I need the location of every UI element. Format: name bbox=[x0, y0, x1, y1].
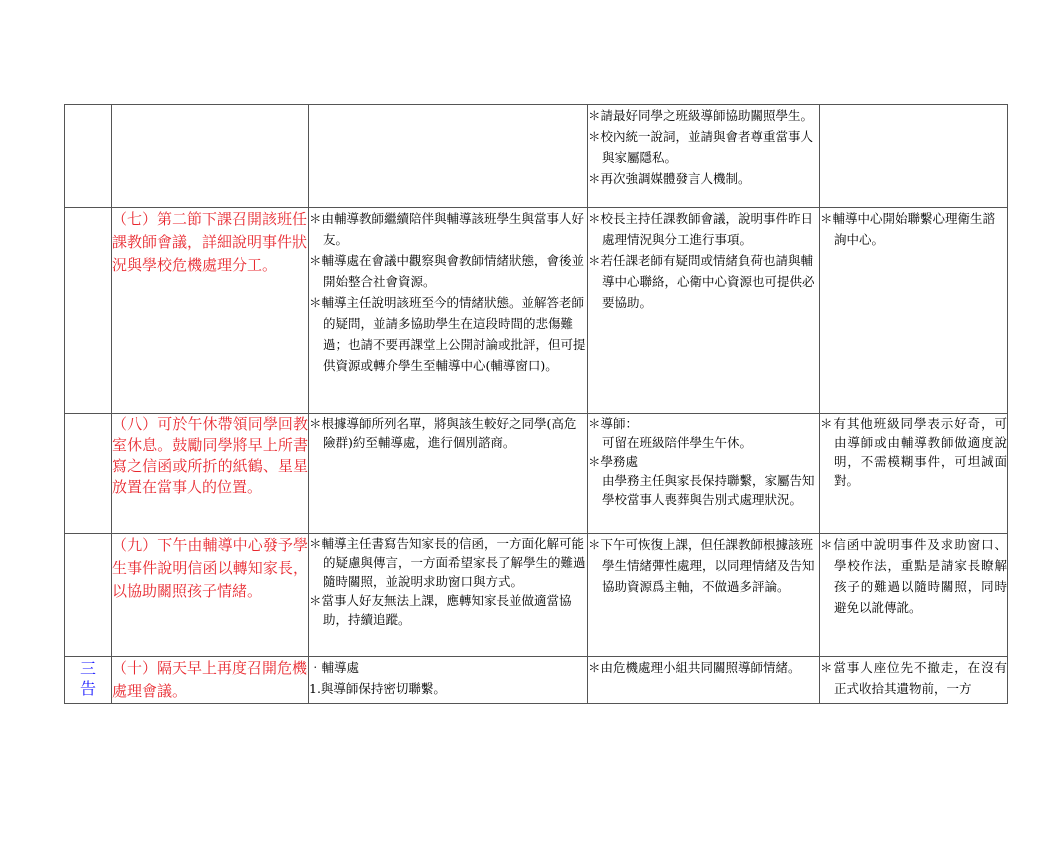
list-item: ＊當事人座位先不撤走，在沒有正式收拾其遺物前，一方 bbox=[820, 660, 1007, 696]
list-item: ＊由輔導教師繼續陪伴與輔導該班學生與當事人好友。 bbox=[309, 211, 585, 247]
list-item: ＊由危機處理小組共同關照導師情緒。 bbox=[588, 660, 801, 675]
list-item: ＊學務處 bbox=[588, 454, 639, 469]
list-item: ‧輔導處 bbox=[309, 660, 360, 675]
list-item: ＊有其他班級同學表示好奇，可由導師或由輔導教師做適度說明，不需模糊事件，可坦誠面對。 bbox=[820, 416, 1007, 488]
school-cell bbox=[588, 657, 820, 704]
list-item: ＊校長主持任課教師會議，說明事件昨日處理情況與分工進行事項。 bbox=[588, 211, 814, 247]
counseling-cell bbox=[309, 657, 588, 704]
notes-cell bbox=[820, 208, 1008, 414]
notes-cell bbox=[820, 534, 1008, 657]
notes-cell bbox=[820, 105, 1008, 208]
phase-text: （八）可於午休帶領同學回教室休息。鼓勵同學將早上所書寫之信函或所折的紙鶴、星星放置在當事人的位置。 bbox=[112, 415, 308, 496]
list-item: ＊當事人好友無法上課，應轉知家長並做適當協助，持續追蹤。 bbox=[309, 593, 572, 627]
list-item: ＊再次強調媒體發言人機制。 bbox=[588, 171, 751, 186]
list-item: ＊信函中說明事件及求助窗口、學校作法，重點是請家長瞭解孩子的難過以隨時關照，同時避免以訛傳訛。 bbox=[820, 537, 1007, 615]
list-item-detail: 可留在班級陪伴學生午休。 bbox=[602, 435, 753, 450]
list-item: ＊導師： bbox=[588, 416, 639, 431]
list-item: ＊輔導主任書寫告知家長的信函，一方面化解可能的疑慮與傳言，一方面希望家長了解學生的難過隨時關照，並說明求助窗口與方式。 bbox=[309, 536, 586, 589]
section-cell bbox=[65, 534, 112, 657]
notes-cell bbox=[820, 414, 1008, 534]
school-cell bbox=[588, 208, 820, 414]
list-item: ＊輔導處在會議中觀察與會教師情緒狀態，會後並開始整合社會資源。 bbox=[309, 253, 585, 289]
section-cell bbox=[65, 657, 112, 704]
counseling-cell bbox=[309, 208, 588, 414]
procedure-table-body bbox=[65, 105, 1008, 704]
phase-text: （十）隔天早上再度召開危機處理會議。 bbox=[112, 659, 308, 700]
counseling-cell bbox=[309, 414, 588, 534]
list-item: ＊下午可恢復上課，但任課教師根據該班學生情緒彈性處理，以同理情緒及告知協助資源爲主軸，不做過多評論。 bbox=[588, 537, 815, 594]
list-item: ＊校內統一說詞，並請與會者尊重當事人與家屬隱私。 bbox=[588, 129, 814, 165]
table-row bbox=[65, 534, 1008, 657]
table-row bbox=[65, 657, 1008, 704]
school-cell bbox=[588, 414, 820, 534]
section-cell bbox=[65, 208, 112, 414]
school-cell bbox=[588, 105, 820, 208]
section-cell bbox=[65, 105, 112, 208]
table-row bbox=[65, 208, 1008, 414]
list-item-detail: 由學務主任與家長保持聯繫，家屬告知學校當事人喪葬與告別式處理狀況。 bbox=[602, 473, 815, 507]
table-row bbox=[65, 105, 1008, 208]
school-cell bbox=[588, 534, 820, 657]
counseling-cell bbox=[309, 534, 588, 657]
phase-cell bbox=[112, 534, 309, 657]
counseling-cell bbox=[309, 105, 588, 208]
section-cell bbox=[65, 414, 112, 534]
notes-cell bbox=[820, 657, 1008, 704]
phase-cell bbox=[112, 657, 309, 704]
phase-text: （九）下午由輔導中心發予學生事件說明信函以轉知家長，以協助關照孩子情緒。 bbox=[112, 536, 308, 600]
phase-cell bbox=[112, 414, 309, 534]
list-item: ＊輔導主任說明該班至今的情緒狀態。並解答老師的疑問，並請多協助學生在這段時間的悲傷難過；也請不要再課堂上公開討論或批評，但可提供資源或轉介學生至輔導中心(輔導窗口)。 bbox=[309, 295, 586, 373]
section-label: 三 告 bbox=[79, 659, 96, 698]
procedure-table bbox=[64, 104, 1008, 704]
list-item: ＊若任課老師有疑問或情緒負荷也請與輔導中心聯絡，心衛中心資源也可提供必要協助。 bbox=[588, 253, 815, 310]
table-row bbox=[65, 414, 1008, 534]
list-item: ＊輔導中心開始聯繫心理衛生諮詢中心。 bbox=[820, 211, 996, 247]
list-item: 1.與導師保持密切聯繫。 bbox=[309, 681, 446, 696]
phase-cell bbox=[112, 208, 309, 414]
list-item: ＊請最好同學之班級導師協助關照學生。 bbox=[588, 108, 814, 123]
phase-cell bbox=[112, 105, 309, 208]
phase-text: （七）第二節下課召開該班任課教師會議，詳細說明事件狀況與學校危機處理分工。 bbox=[112, 210, 308, 274]
list-item: ＊根據導師所列名單，將與該生較好之同學(高危險群)約至輔導處，進行個別諮商。 bbox=[309, 416, 577, 450]
